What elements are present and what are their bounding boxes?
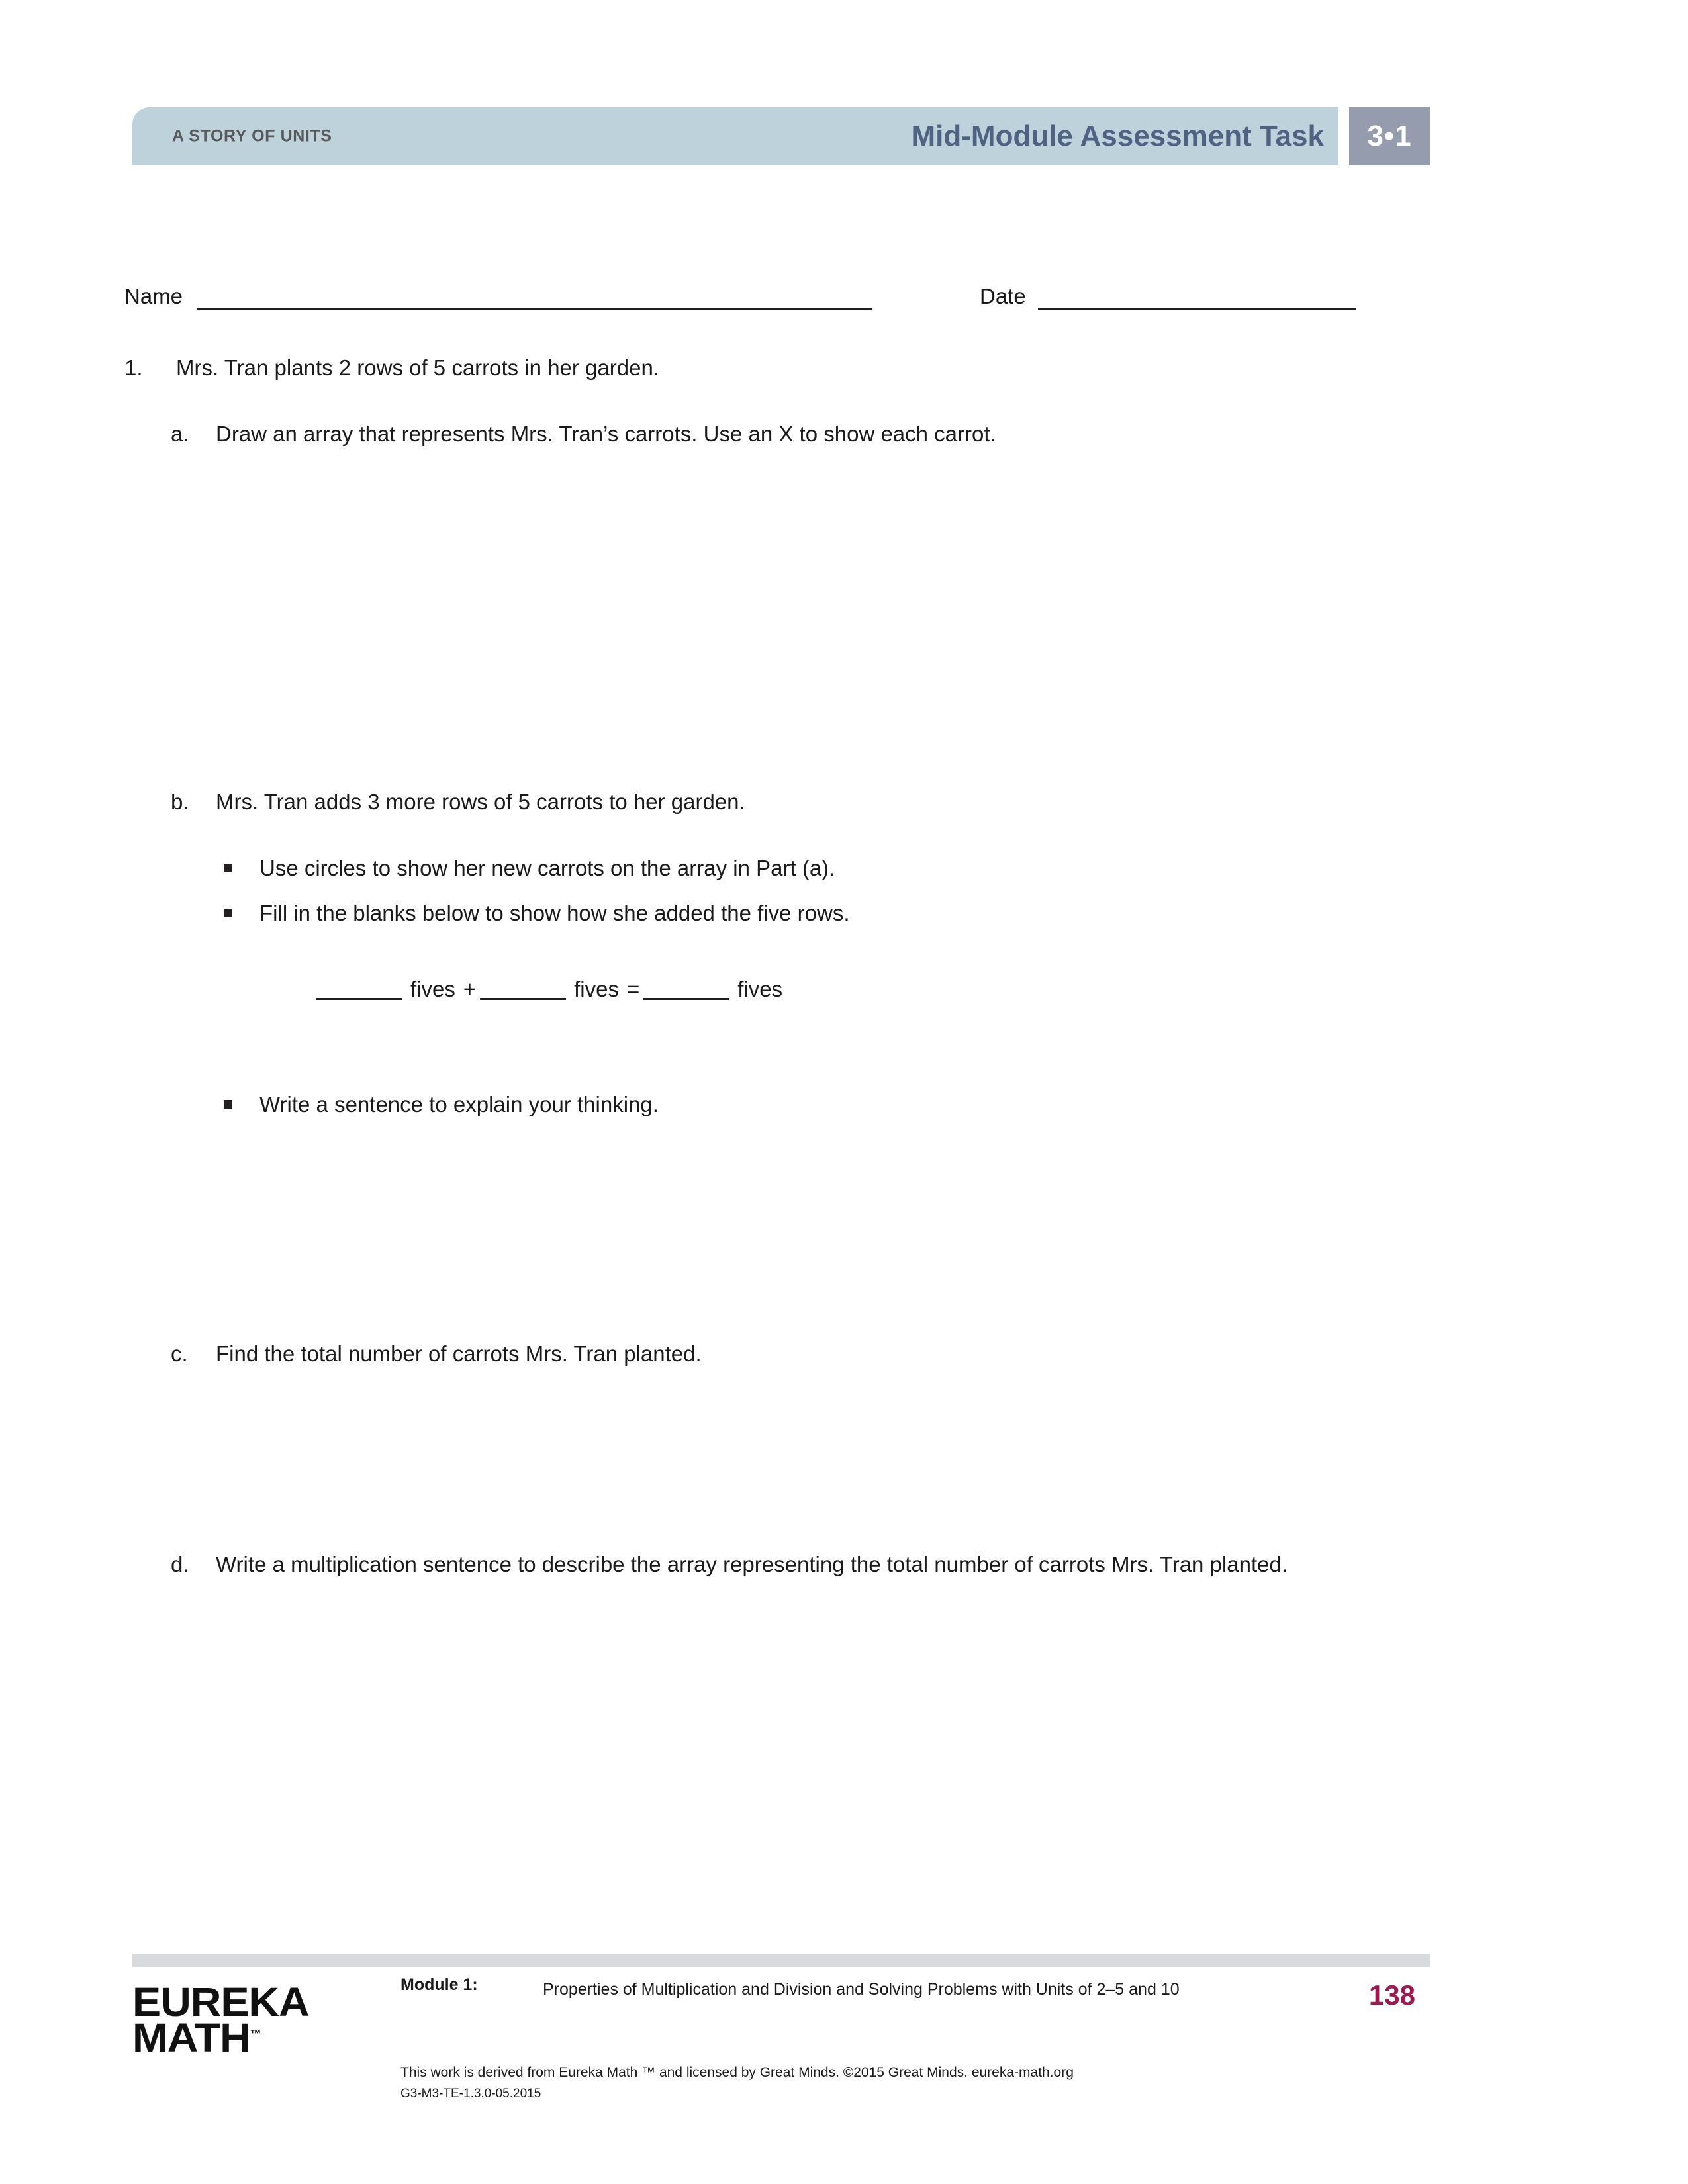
name-field-group xyxy=(124,283,872,310)
square-bullet-icon xyxy=(224,1089,259,1120)
date-label: Date xyxy=(980,284,1026,308)
footer-module-label: Module 1: xyxy=(400,1976,478,1994)
fill-in-blanks-equation xyxy=(316,978,790,1000)
question-1c-text: Find the total number of carrots Mrs. Tran planted. xyxy=(216,1342,702,1366)
name-label: Name xyxy=(124,284,183,308)
eureka-math-logo xyxy=(132,1979,311,2060)
question-1b-bullet-1-text: Use circles to show her new carrots on the array in Part (a). xyxy=(259,856,835,880)
question-1b-text: Mrs. Tran adds 3 more rows of 5 carrots to her garden. xyxy=(216,790,745,814)
footer-attribution-text: This work is derived from Eureka Math ™ and licensed by Great Minds. ©2015 Great Minds. eureka-math.org xyxy=(400,2065,1074,2080)
plus-operator: + xyxy=(463,977,477,1001)
footer-divider xyxy=(132,1954,1430,1967)
page-header xyxy=(132,107,1430,165)
trademark-icon: ™ xyxy=(250,2028,261,2040)
equals-operator: = xyxy=(627,977,640,1001)
logo-line-1: EUREKA xyxy=(132,1979,309,2025)
name-input-line[interactable] xyxy=(197,287,872,310)
logo-line-2-text: MATH xyxy=(132,2015,250,2060)
question-1 xyxy=(124,352,1316,383)
question-1b-bullet-3 xyxy=(224,1089,1349,1120)
logo-line-2 xyxy=(132,2015,322,2060)
question-1d-text: Write a multiplication sentence to describe the array representing the total number of carrots Mrs. Tran planted. xyxy=(216,1552,1288,1576)
page-number: 138 xyxy=(1368,1979,1415,2011)
question-1d xyxy=(171,1549,1362,1580)
header-banner xyxy=(132,107,1338,165)
footer-attribution xyxy=(400,2062,1327,2104)
question-1b-bullet-2 xyxy=(224,897,1349,929)
square-bullet-icon xyxy=(224,852,259,884)
page-title: Mid-Module Assessment Task xyxy=(911,120,1324,152)
question-1c xyxy=(171,1338,1362,1369)
question-1d-marker: d. xyxy=(171,1552,189,1576)
fives-label-2: fives xyxy=(574,977,619,1001)
footer-module-description: Properties of Multiplication and Division and Solving Problems with Units of 2–5 and 10 xyxy=(543,1980,1180,1999)
blank-answer-line-1[interactable] xyxy=(316,978,402,1000)
name-date-row xyxy=(124,283,1382,318)
question-1-marker: 1. xyxy=(124,355,143,380)
question-1-text: Mrs. Tran plants 2 rows of 5 carrots in her garden. xyxy=(176,355,659,380)
question-1b-bullet-1 xyxy=(224,852,1349,884)
page-footer xyxy=(132,1976,1430,2134)
question-1c-marker: c. xyxy=(171,1342,188,1366)
question-1a xyxy=(171,418,1362,449)
header-series-label: A STORY OF UNITS xyxy=(172,126,332,146)
date-field-group xyxy=(980,283,1356,310)
question-1a-text: Draw an array that represents Mrs. Tran’s carrots. Use an X to show each carrot. xyxy=(216,422,996,446)
question-1b-bullet-2-text: Fill in the blanks below to show how she added the five rows. xyxy=(259,901,850,925)
square-bullet-icon xyxy=(224,897,259,929)
grade-module-badge: 3•1 xyxy=(1349,107,1430,165)
blank-answer-line-3[interactable] xyxy=(643,978,729,1000)
question-1a-marker: a. xyxy=(171,422,189,446)
blank-answer-line-2[interactable] xyxy=(480,978,566,1000)
footer-version-code: G3-M3-TE-1.3.0-05.2015 xyxy=(400,2087,541,2101)
date-input-line[interactable] xyxy=(1038,287,1356,310)
fives-label-1: fives xyxy=(410,977,455,1001)
question-1b-bullet-3-text: Write a sentence to explain your thinking. xyxy=(259,1092,659,1116)
question-1b xyxy=(171,786,1362,817)
question-1b-marker: b. xyxy=(171,790,189,814)
fives-label-3: fives xyxy=(737,977,783,1001)
